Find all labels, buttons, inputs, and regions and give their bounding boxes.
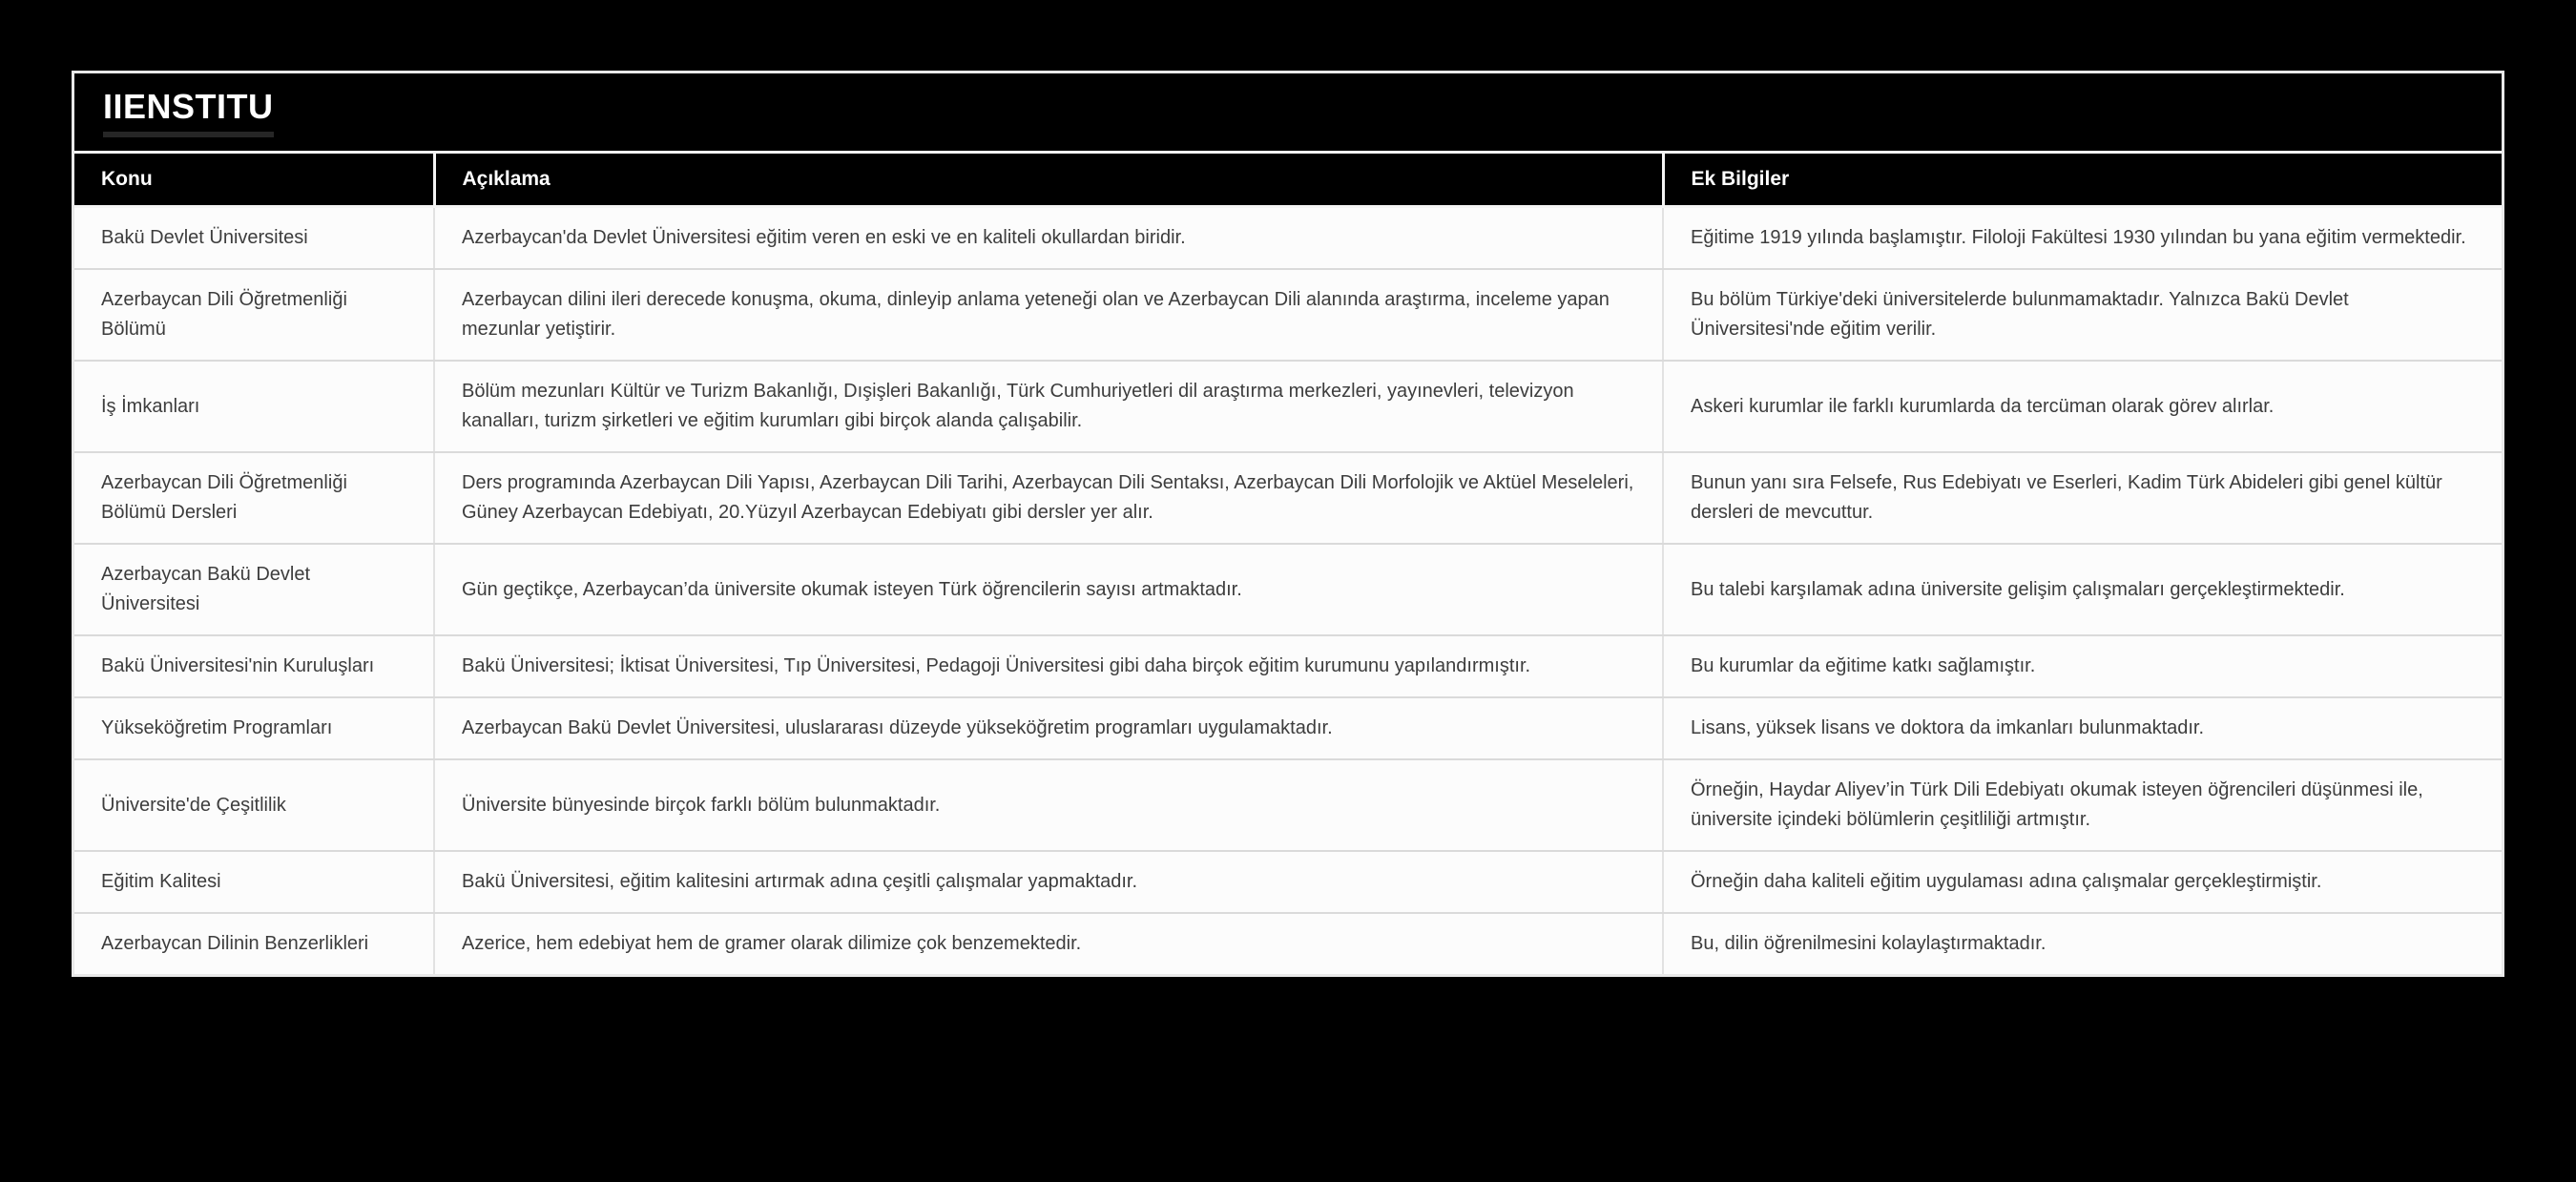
table-row <box>74 851 2502 913</box>
cell-aciklama: Azerice, hem edebiyat hem de gramer olarak dilimize çok benzemektedir. <box>434 913 1663 974</box>
cell-aciklama: Bakü Üniversitesi; İktisat Üniversitesi, Tıp Üniversitesi, Pedagoji Üniversitesi gibi daha birçok eğitim kurumunu yapılandırmıştır. <box>434 635 1663 697</box>
cell-ek-bilgiler: Örneğin, Haydar Aliyev’in Türk Dili Edebiyatı okumak isteyen öğrencileri düşünmesi ile, üniversite içindeki bölümlerin çeşitliliği artmıştır. <box>1663 759 2502 851</box>
cell-aciklama: Azerbaycan Bakü Devlet Üniversitesi, uluslararası düzeyde yükseköğretim programları uygulamaktadır. <box>434 697 1663 759</box>
table-row <box>74 269 2502 361</box>
cell-ek-bilgiler: Örneğin daha kaliteli eğitim uygulaması adına çalışmalar gerçekleştirmiştir. <box>1663 851 2502 913</box>
cell-ek-bilgiler: Eğitime 1919 yılında başlamıştır. Filoloji Fakültesi 1930 yılından bu yana eğitim vermektedir. <box>1663 207 2502 270</box>
header-row <box>74 154 2502 207</box>
cell-konu: Üniversite'de Çeşitlilik <box>74 759 434 851</box>
cell-ek-bilgiler: Bu, dilin öğrenilmesini kolaylaştırmaktadır. <box>1663 913 2502 974</box>
cell-konu: Bakü Devlet Üniversitesi <box>74 207 434 270</box>
cell-aciklama: Azerbaycan dilini ileri derecede konuşma, okuma, dinleyip anlama yeteneği olan ve Azerbaycan Dili alanında araştırma, inceleme yapan mezunlar yetiştirir. <box>434 269 1663 361</box>
table-row <box>74 913 2502 974</box>
column-header-aciklama: Açıklama <box>434 154 1663 207</box>
cell-aciklama: Ders programında Azerbaycan Dili Yapısı, Azerbaycan Dili Tarihi, Azerbaycan Dili Sentaksı, Azerbaycan Dili Morfolojik ve Aktüel Meseleleri, Güney Azerbaycan Edebiyatı, 20.Yüzyıl Azerbaycan Edebiyatı gibi dersler yer alır. <box>434 452 1663 544</box>
cell-konu: İş İmkanları <box>74 361 434 452</box>
cell-konu: Azerbaycan Dili Öğretmenliği Bölümü Dersleri <box>74 452 434 544</box>
table-body <box>74 207 2502 975</box>
info-table <box>74 154 2502 974</box>
cell-konu: Bakü Üniversitesi'nin Kuruluşları <box>74 635 434 697</box>
cell-konu: Azerbaycan Bakü Devlet Üniversitesi <box>74 544 434 635</box>
cell-aciklama: Azerbaycan'da Devlet Üniversitesi eğitim veren en eski ve en kaliteli okullardan biridir. <box>434 207 1663 270</box>
cell-ek-bilgiler: Bu talebi karşılamak adına üniversite gelişim çalışmaları gerçekleştirmektedir. <box>1663 544 2502 635</box>
info-table-panel <box>72 71 2504 977</box>
brand-title: IIENSTITU <box>103 87 274 137</box>
cell-ek-bilgiler: Bunun yanı sıra Felsefe, Rus Edebiyatı ve Eserleri, Kadim Türk Abideleri gibi genel kültür dersleri de mevcuttur. <box>1663 452 2502 544</box>
cell-aciklama: Bölüm mezunları Kültür ve Turizm Bakanlığı, Dışişleri Bakanlığı, Türk Cumhuriyetleri dil araştırma merkezleri, yayınevleri, televizyon kanalları, turizm şirketleri ve eğitim kurumları gibi birçok alanda çalışabilir. <box>434 361 1663 452</box>
cell-ek-bilgiler: Bu bölüm Türkiye'deki üniversitelerde bulunmamaktadır. Yalnızca Bakü Devlet Üniversitesi'nde eğitim verilir. <box>1663 269 2502 361</box>
cell-aciklama: Gün geçtikçe, Azerbaycan’da üniversite okumak isteyen Türk öğrencilerin sayısı artmaktadır. <box>434 544 1663 635</box>
table-row <box>74 452 2502 544</box>
cell-konu: Azerbaycan Dili Öğretmenliği Bölümü <box>74 269 434 361</box>
table-row <box>74 759 2502 851</box>
table-row <box>74 635 2502 697</box>
cell-konu: Eğitim Kalitesi <box>74 851 434 913</box>
cell-ek-bilgiler: Bu kurumlar da eğitime katkı sağlamıştır. <box>1663 635 2502 697</box>
column-header-ek-bilgiler: Ek Bilgiler <box>1663 154 2502 207</box>
cell-aciklama: Üniversite bünyesinde birçok farklı bölüm bulunmaktadır. <box>434 759 1663 851</box>
cell-konu: Yükseköğretim Programları <box>74 697 434 759</box>
cell-aciklama: Bakü Üniversitesi, eğitim kalitesini artırmak adına çeşitli çalışmalar yapmaktadır. <box>434 851 1663 913</box>
cell-ek-bilgiler: Askeri kurumlar ile farklı kurumlarda da tercüman olarak görev alırlar. <box>1663 361 2502 452</box>
cell-konu: Azerbaycan Dilinin Benzerlikleri <box>74 913 434 974</box>
table-row <box>74 697 2502 759</box>
cell-ek-bilgiler: Lisans, yüksek lisans ve doktora da imkanları bulunmaktadır. <box>1663 697 2502 759</box>
title-bar <box>74 73 2502 154</box>
table-row <box>74 207 2502 270</box>
column-header-konu: Konu <box>74 154 434 207</box>
table-row <box>74 544 2502 635</box>
table-row <box>74 361 2502 452</box>
